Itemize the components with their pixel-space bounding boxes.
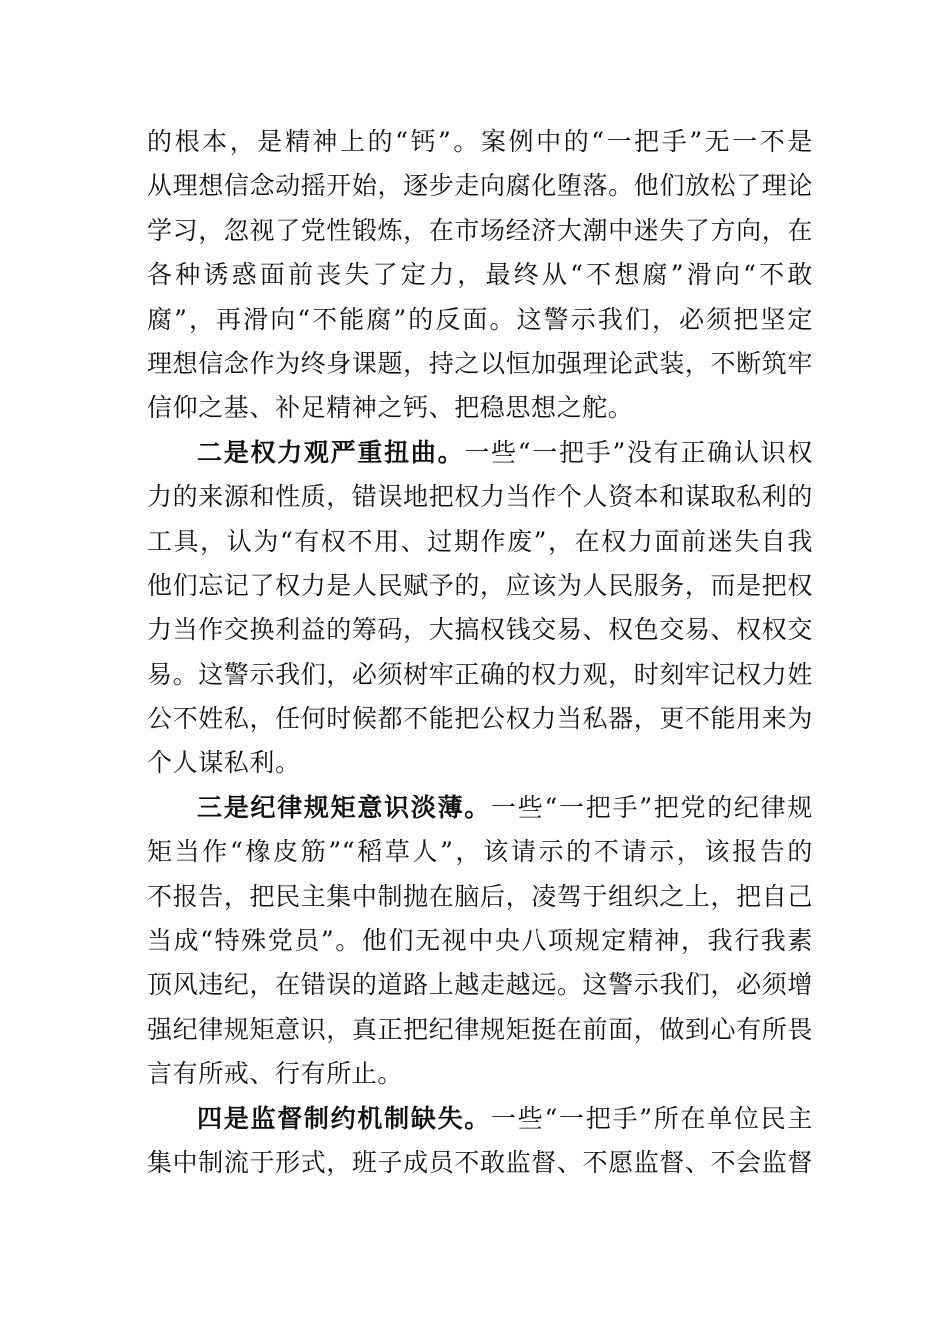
paragraph-1-line-6: 理想信念作为终身课题，持之以恒加强理论武装，不断筑牢 (147, 348, 813, 378)
paragraph-2-heading: 二是权力观严重扭曲。 (197, 437, 465, 467)
paragraph-2-first-line-text: 一些“一把手”没有正确认识权 (464, 437, 813, 467)
paragraph-2-line-7: 公不姓私，任何时候都不能把公权力当私器，更不能用来为 (147, 704, 813, 734)
document-body (147, 120, 813, 1185)
paragraph-4-first-line-text: 一些“一把手”所在单位民主 (491, 1103, 813, 1133)
paragraph-4-line-2: 集中制流于形式，班子成员不敢监督、不愿监督、不会监督 (147, 1147, 813, 1177)
paragraph-3-line-4: 当成“特殊党员”。他们无视中央八项规定精神，我行我素 (147, 926, 813, 956)
paragraph-3-first-line (147, 786, 813, 830)
paragraph-4-heading: 四是监督制约机制缺失。 (197, 1103, 492, 1133)
paragraph-3-first-line-text: 一些“一把手”把党的纪律规 (491, 792, 813, 822)
paragraph-2-line-2: 力的来源和性质，错误地把权力当作个人资本和谋取私利的 (147, 482, 813, 512)
paragraph-4-first-line (147, 1097, 813, 1141)
paragraph-3-line-7: 言有所戒、行有所止。 (147, 1059, 404, 1089)
paragraph-3-line-5: 顶风违纪，在错误的道路上越走越远。这警示我们，必须增 (147, 970, 813, 1000)
paragraph-1-line-1: 的根本，是精神上的“钙”。案例中的“一把手”无一不是 (147, 127, 813, 156)
paragraph-2-first-line (147, 431, 813, 475)
paragraph-1-line-4: 各种诱惑面前丧失了定力，最终从“不想腐”滑向“不敢 (147, 260, 813, 290)
paragraph-3-line-3: 不报告，把民主集中制抛在脑后，凌驾于组织之上，把自己 (147, 881, 813, 911)
paragraph-1-line-5: 腐”，再滑向“不能腐”的反面。这警示我们，必须把坚定 (147, 304, 813, 334)
paragraph-1-line-2: 从理想信念动摇开始，逐步走向腐化堕落。他们放松了理论 (147, 171, 813, 201)
paragraph-3-line-6: 强纪律规矩意识，真正把纪律规矩挺在前面，做到心有所畏 (147, 1014, 813, 1044)
paragraph-1-line-7: 信仰之基、补足精神之钙、把稳思想之舵。 (147, 393, 634, 423)
paragraph-2-line-4: 他们忘记了权力是人民赋予的，应该为人民服务，而是把权 (147, 570, 813, 600)
paragraph-1-line-3: 学习，忽视了党性锻炼，在市场经济大潮中迷失了方向，在 (147, 215, 813, 245)
paragraph-2-line-8: 个人谋私利。 (147, 748, 301, 778)
paragraph-2-line-6: 易。这警示我们，必须树牢正确的权力观，时刻牢记权力姓 (147, 659, 813, 689)
paragraph-3-heading: 三是纪律规矩意识淡薄。 (197, 792, 492, 822)
paragraph-2-line-3: 工具，认为“有权不用、过期作废”，在权力面前迷失自我 (147, 526, 813, 556)
paragraph-3-line-2: 矩当作“橡皮筋”“稻草人”，该请示的不请示，该报告的 (147, 837, 813, 867)
paragraph-2-line-5: 力当作交换利益的筹码，大搞权钱交易、权色交易、权权交 (147, 615, 813, 645)
